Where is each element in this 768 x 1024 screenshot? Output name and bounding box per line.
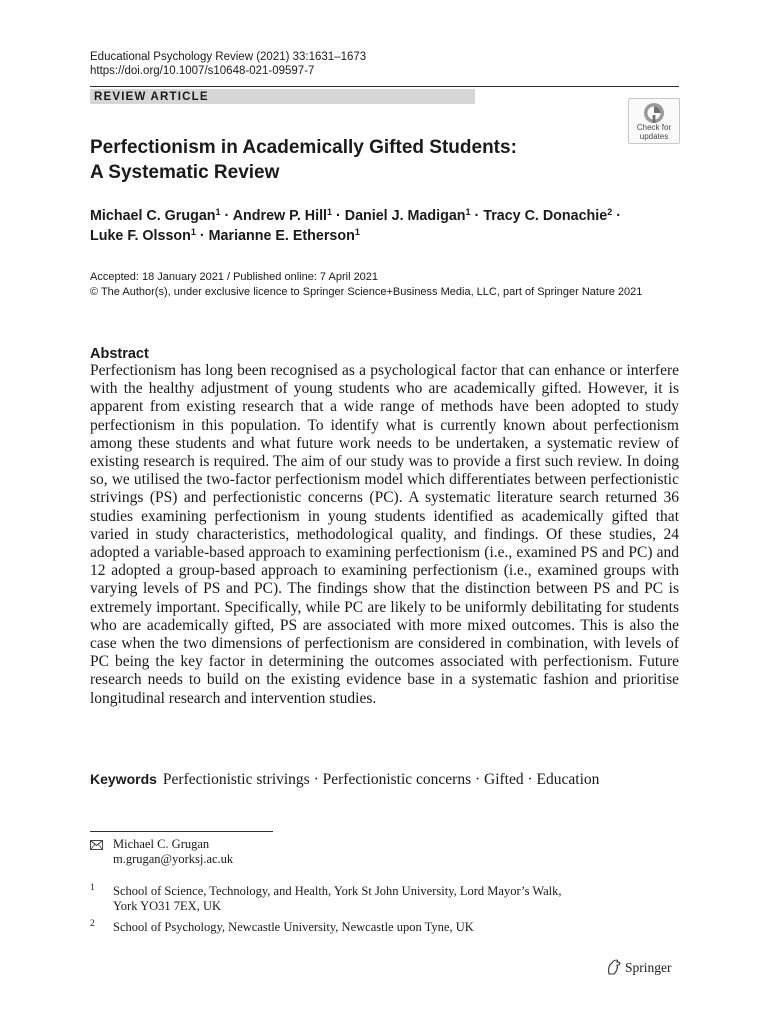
author-affiliation: 1 — [190, 227, 196, 237]
affiliation-text: School of Science, Technology, and Health, York St John University, Lord Mayor’s Walk, — [113, 884, 562, 898]
envelope-icon — [90, 840, 103, 850]
corresponding-author-name: Michael C. Grugan — [113, 837, 210, 851]
author-separator: · — [470, 208, 484, 224]
author-name[interactable]: Michael C. Grugan — [90, 208, 216, 224]
author-name[interactable]: Daniel J. Madigan — [344, 208, 466, 224]
author-line-2 — [90, 226, 680, 246]
springer-horse-icon — [606, 958, 622, 976]
author-list — [90, 206, 680, 246]
article-type-label: REVIEW ARTICLE — [94, 91, 209, 103]
title-line-1: Perfectionism in Academically Gifted Students: — [90, 137, 517, 158]
author-affiliation: 2 — [607, 207, 613, 217]
footnote-rule — [90, 831, 273, 832]
badge-line-1: Check for — [636, 123, 672, 132]
abstract-heading: Abstract — [90, 346, 149, 362]
author-line-1 — [90, 206, 680, 226]
keywords — [90, 770, 690, 789]
copyright-notice: © The Author(s), under exclusive licence to Springer Science+Business Media, LLC, part of Springer Nature 2021 — [90, 285, 643, 298]
keywords-label: Keywords — [90, 771, 157, 787]
abstract-body: Perfectionism has long been recognised as a psychological factor that can enhance or interfere with the healthy adjustment of young students who are academically gifted. However, it is apparent from existing research that a wide range of methods have been adopted to study perfectionism in this population. To identify what is currently known about perfectionism among these students and what future work needs to be undertaken, a systematic review of existing research is required. The aim of our study was to provide a first such review. In doing so, we utilised the two-factor perfectionism model which differentiates between perfectionistic strivings (PS) and perfectionistic concerns (PC). A systematic literature search returned 36 studies examining perfectionism in young students identified as academically gifted that varied in study characteristics, methodological quality, and findings. Of these studies, 24 adopted a variable-based approach to examining perfectionism (i.e., examined PS and PC) and 12 adopted a group-based approach to examining perfectionism (i.e., examined groups with varying levels of PS and PC). The findings show that the distinction between PS and PC is extremely important. Specifically, while PC are likely to be uniformly debilitating for students who are academically gifted, PS are associated with more mixed outcomes. This is also the case when the two dimensions of perfectionism are considered in combination, with levels of PC being the key factor in determining the outcomes associated with perfectionism. Future research needs to build on the existing evidence base in a systematic fashion and prioritise longitudinal research and intervention studies. — [90, 362, 679, 707]
corresponding-author-email[interactable]: m.grugan@yorksj.ac.uk — [113, 852, 234, 866]
affiliation-text: York YO31 7EX, UK — [113, 899, 221, 913]
header-rule — [90, 86, 679, 87]
affiliation-number: 1 — [90, 883, 95, 893]
publisher-name: Springer — [625, 960, 672, 975]
badge-line-2: updates — [639, 131, 669, 141]
doi-link[interactable]: https://doi.org/10.1007/s10648-021-09597-7 — [90, 65, 315, 77]
author-separator: · — [612, 208, 621, 224]
author-affiliation: 1 — [215, 207, 221, 217]
affiliation-number: 2 — [90, 919, 95, 929]
author-name[interactable]: Marianne E. Etherson — [208, 228, 355, 244]
keywords-text: Perfectionistic strivings · Perfectionistic concerns · Gifted · Education — [162, 771, 600, 788]
journal-citation: Educational Psychology Review (2021) 33:1631–1673 — [90, 51, 367, 63]
accepted-published-dates: Accepted: 18 January 2021 / Published online: 7 April 2021 — [90, 271, 379, 283]
check-for-updates-badge[interactable] — [628, 98, 680, 144]
check-for-updates-icon — [643, 102, 665, 124]
author-affiliation: 1 — [465, 207, 471, 217]
author-name[interactable]: Luke F. Olsson — [90, 228, 191, 244]
check-for-updates-text — [629, 124, 679, 141]
author-affiliation: 1 — [354, 227, 360, 237]
author-separator: · — [220, 208, 233, 224]
author-name[interactable]: Andrew P. Hill — [232, 208, 328, 224]
publication-info — [90, 270, 690, 299]
author-affiliation: 1 — [327, 207, 333, 217]
affiliation-text: School of Psychology, Newcastle University, Newcastle upon Tyne, UK — [113, 920, 474, 934]
author-separator: · — [195, 228, 209, 244]
article-type-band — [90, 89, 475, 104]
author-name[interactable]: Tracy C. Donachie — [483, 208, 608, 224]
author-separator: · — [332, 208, 345, 224]
article-title — [90, 135, 610, 185]
title-line-2: A Systematic Review — [90, 162, 280, 183]
